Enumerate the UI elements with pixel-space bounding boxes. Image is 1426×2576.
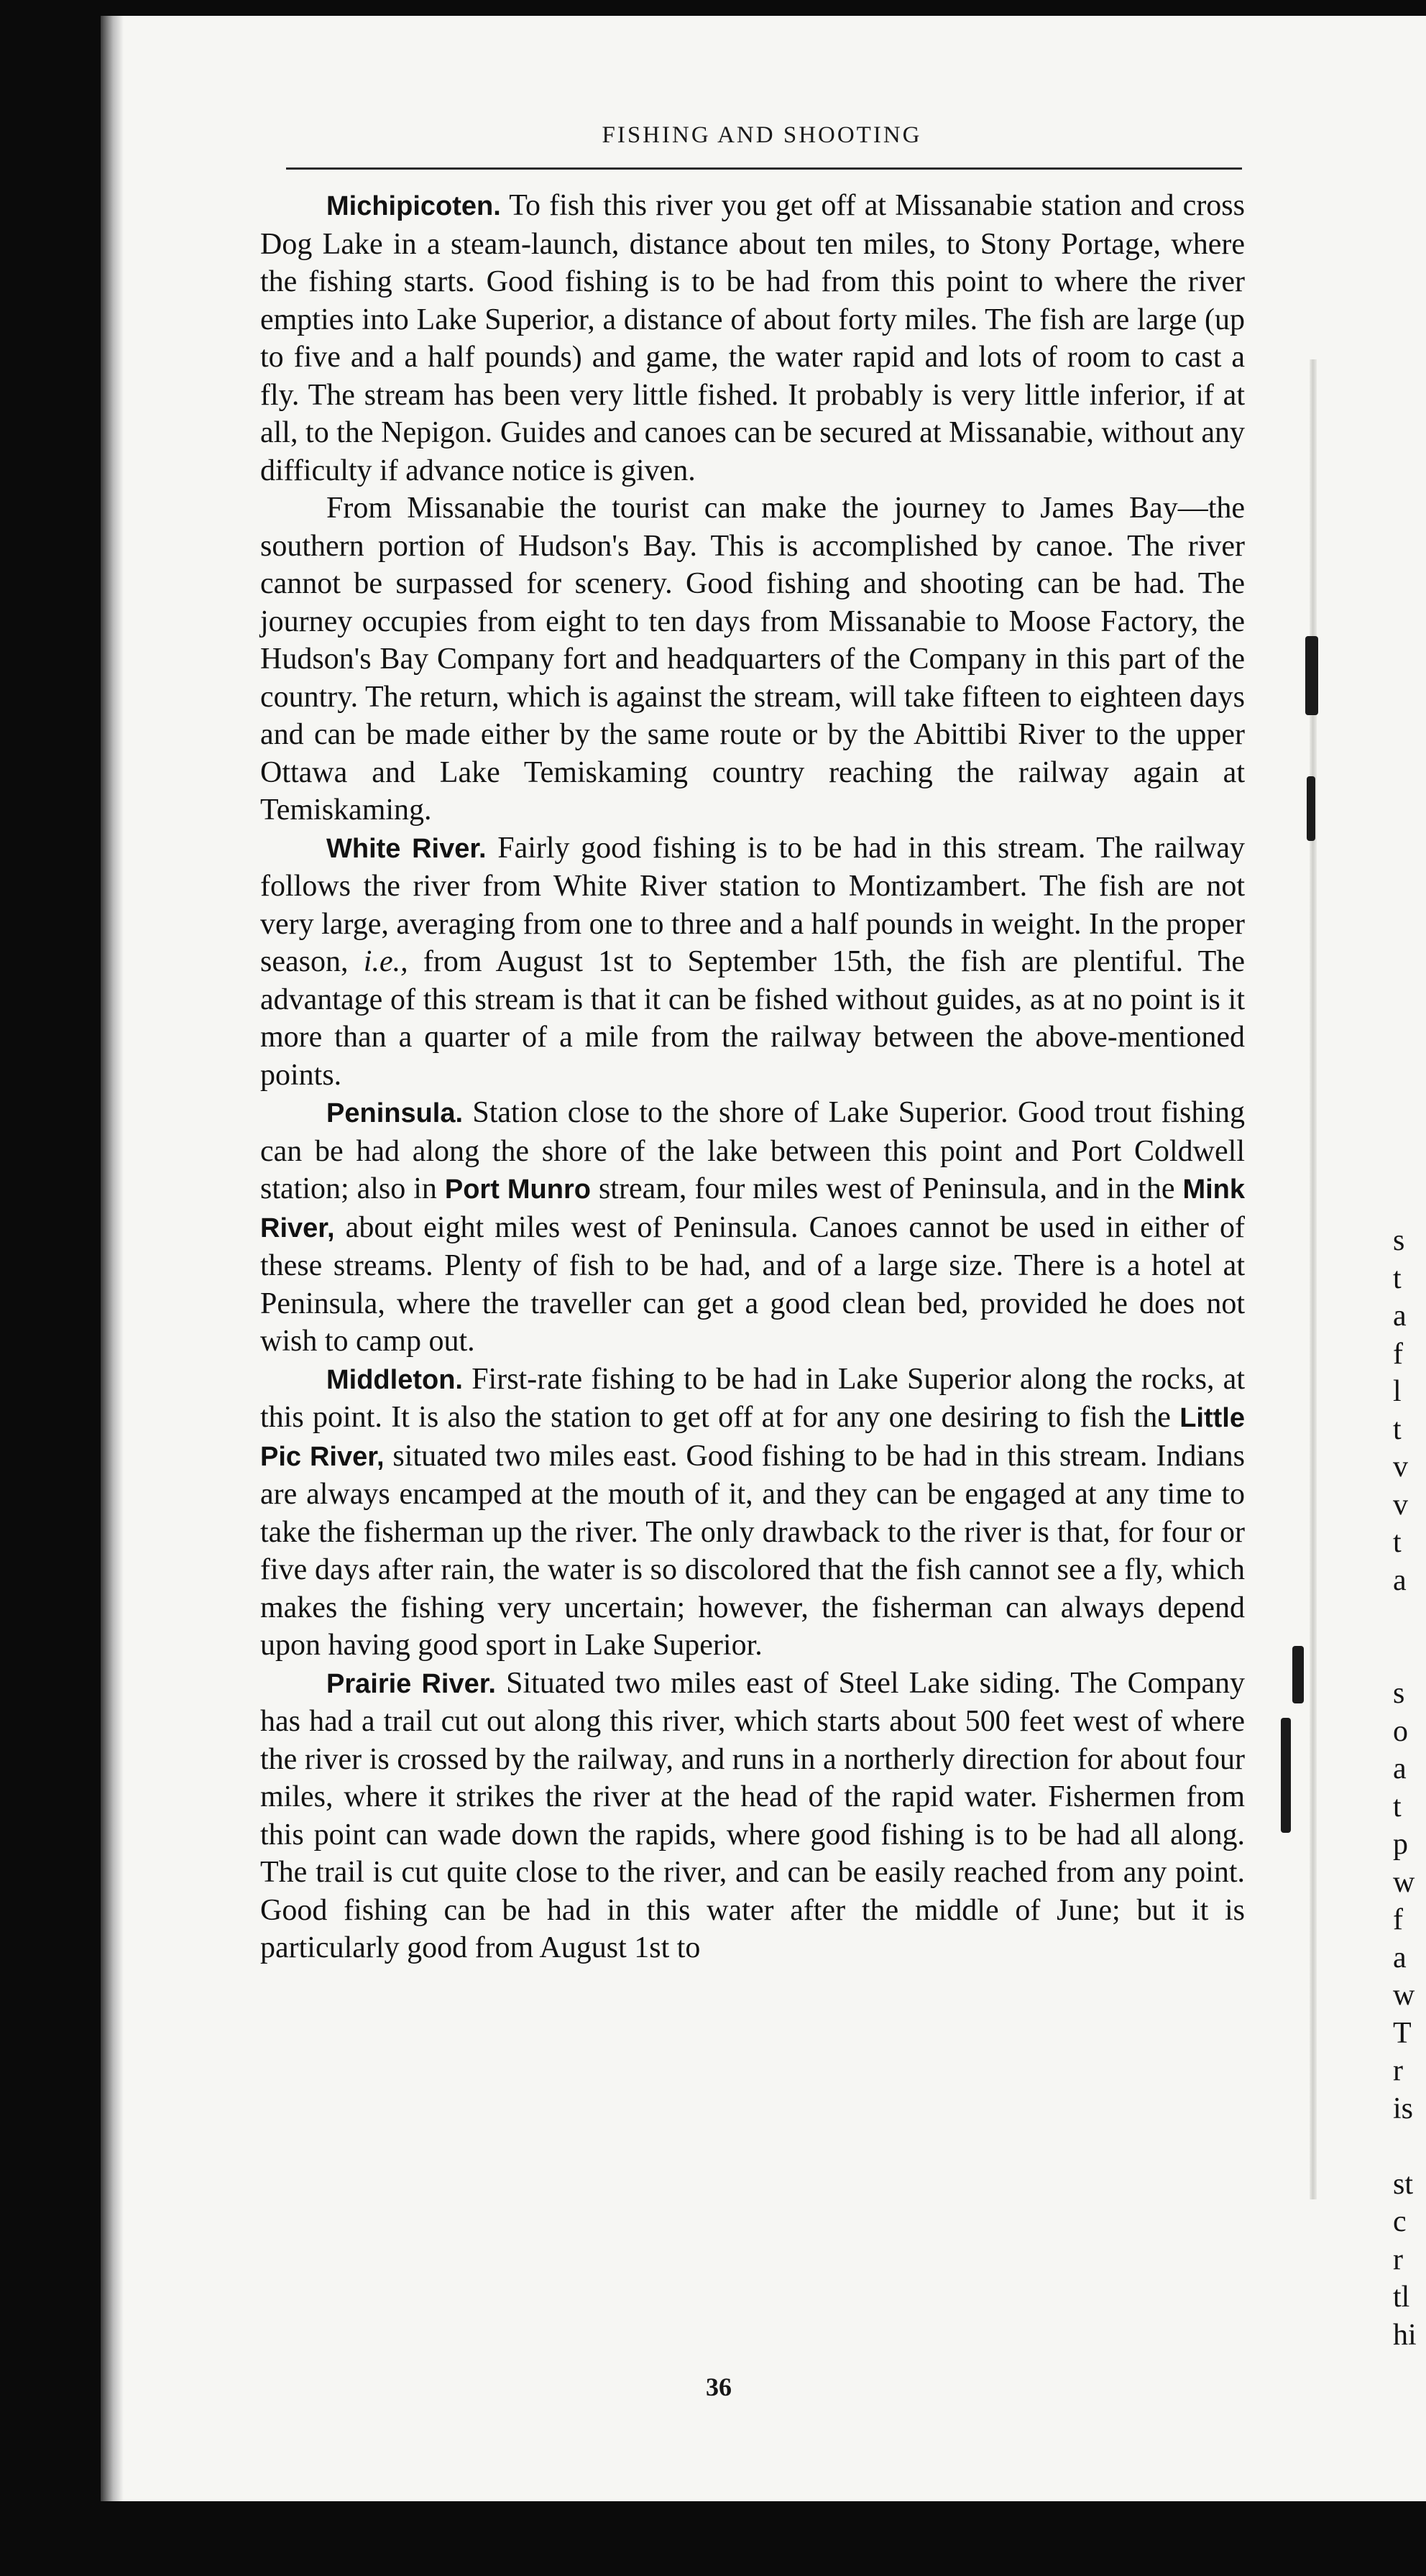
facing-page-letter: a xyxy=(1393,1941,1407,1974)
paragraph-heading: White River. xyxy=(326,833,487,864)
facing-page-letter: w xyxy=(1393,1979,1415,2012)
page-number: 36 xyxy=(706,2373,732,2401)
paragraph-peninsula xyxy=(260,1094,1245,1361)
paragraph-text: stream, four miles west of Peninsula, and in the xyxy=(590,1172,1183,1205)
binding-shadow xyxy=(101,16,124,2531)
facing-page-letter: f xyxy=(1393,1903,1403,1936)
facing-page-letter: tl xyxy=(1393,2281,1410,2314)
paragraph-text: First-rate fishing to be had in Lake Superior along the rocks, at this point. It is also the station to get off at for any one desiring to fish the xyxy=(260,1362,1245,1434)
facing-page-letter: a xyxy=(1393,1752,1407,1785)
paragraph-text: Station close to the shore of Lake Superior. Good trout fishing can be had along the shore of the lake between this point and Port Coldwell station; also in xyxy=(260,1096,1245,1205)
header-rule xyxy=(286,167,1242,170)
italic-text: i.e., xyxy=(363,945,408,978)
paragraph-heading: Prairie River. xyxy=(326,1668,496,1699)
binding-mark xyxy=(1281,1718,1291,1833)
bold-place-name: Port Munro xyxy=(444,1174,591,1205)
paragraph-missanabie xyxy=(260,489,1245,829)
paragraph-text: Situated two miles east of Steel Lake siding. The Company has had a trail cut out along this river, which starts about 500 feet west of where the river is crossed by the railway, and runs in a northerly direction for about four miles, where it strikes the river at the head of the rapid water. Fishermen from this point can wade down the rapids, where good fishing is to be had all along. The trail is cut quite close to the river, and can be easily reached from any point. Good fishing can be had in this water after the middle of June; but it is particularly good from August 1st to xyxy=(260,1666,1245,1964)
paragraph-text: from August 1st to September 15th, the fish are plentiful. The advantage of this stream is that it can be fished without guides, as at no point is it more than a quarter of a mile from the railway between the above-mentioned points. xyxy=(260,945,1245,1092)
facing-page-letter xyxy=(1393,1637,1426,1675)
binding-mark xyxy=(1305,636,1318,715)
facing-page-letter: o xyxy=(1393,1714,1408,1748)
facing-page-letter xyxy=(1393,2128,1426,2166)
paragraph-prairie-river xyxy=(260,1665,1245,1967)
facing-page-letter: v xyxy=(1393,1488,1408,1522)
facing-page-letter: f xyxy=(1393,1337,1403,1371)
paragraph-text: situated two miles east. Good fishing to be had in this stream. Indians are always encamped at the mouth of it, and they can be engaged at any time to take the fisherman up the river. The only drawback to the river is that, for four or five days after rain, the water is so discolored that the fish cannot see a fly, which makes the fishing very uncertain; however, the fisherman can always depend upon having good sport in Lake Superior. xyxy=(260,1439,1245,1662)
facing-page-letter: a xyxy=(1393,1300,1407,1333)
running-header: FISHING AND SHOOTING xyxy=(602,122,922,148)
facing-page-letter: w xyxy=(1393,1865,1415,1899)
facing-page-letter: s xyxy=(1393,1677,1405,1710)
facing-page-letter: p xyxy=(1393,1828,1408,1861)
paragraph-white-river xyxy=(260,829,1245,1095)
bold-place-name: Little Pic River, xyxy=(260,1403,1245,1472)
facing-page-letter: t xyxy=(1393,1790,1402,1823)
facing-page-letter: st xyxy=(1393,2167,1414,2201)
facing-page-letter: l xyxy=(1393,1375,1402,1408)
facing-page-fragment xyxy=(1393,1222,1426,2354)
paragraph-heading: Middleton. xyxy=(326,1364,463,1395)
facing-page-letter xyxy=(1393,1599,1426,1637)
facing-page-letter: v xyxy=(1393,1450,1408,1484)
paragraph-text: To fish this river you get off at Missanabie station and cross Dog Lake in a steam-launch, distance about ten miles, to Stony Portage, where the fishing starts. Good fishing is to be had from this point to where the river empties into Lake Superior, a distance of about forty miles. The fish are large (up to five and a half pounds) and game, the water rapid and lots of room to cast a fly. The stream has been very little fished. It probably is very little inferior, if at all, to the Nepigon. Guides and canoes can be secured at Missanabie, without any difficulty if advance notice is given. xyxy=(260,189,1245,487)
body-text xyxy=(260,187,1245,1967)
paragraph-middleton xyxy=(260,1361,1245,1665)
facing-page-letter: hi xyxy=(1393,2318,1417,2352)
facing-page-letter: t xyxy=(1393,1261,1402,1295)
facing-page-letter: t xyxy=(1393,1412,1402,1446)
facing-page-letter: a xyxy=(1393,1563,1407,1597)
facing-page-letter: s xyxy=(1393,1224,1405,1257)
facing-page-letter: T xyxy=(1393,2016,1412,2050)
facing-page-letter: c xyxy=(1393,2205,1407,2238)
gutter-fold xyxy=(1310,359,1317,2199)
paragraph-text: From Missanabie the tourist can make the journey to James Bay—the southern portion of Hudson's Bay. This is accomplished by canoe. The river cannot be surpassed for scenery. Good fishing and shooting can be had. The journey occupies from eight to ten days from Missanabie to Moose Factory, the Hudson's Bay Company fort and headquarters of the Company in this part of the country. The return, which is against the stream, will take fifteen to eighteen days and can be made either by the same route or by the Abittibi River to the upper Ottawa and Lake Temiskaming country reaching the railway again at Temiskaming. xyxy=(260,492,1245,827)
binding-mark xyxy=(1292,1646,1304,1703)
scan-edge xyxy=(0,2501,1426,2576)
facing-page-letter: r xyxy=(1393,2054,1403,2087)
paragraph-heading: Michipicoten. xyxy=(326,191,501,221)
paragraph-heading: Peninsula. xyxy=(326,1098,464,1128)
paragraph-text: about eight miles west of Peninsula. Canoes cannot be used in either of these streams. Plenty of fish to be had, and of a large size. There is a hotel at Peninsula, where the traveller can get a good clean bed, provided he does not wish to camp out. xyxy=(260,1210,1245,1358)
bold-place-name: Mink River, xyxy=(260,1174,1245,1243)
binding-mark xyxy=(1307,776,1315,841)
paragraph-text: Fairly good fishing is to be had in this stream. The railway follows the river from White River station to Montizambert. The fish are not very large, averaging from one to three and a half pounds in weight. In the proper season, xyxy=(260,831,1246,978)
facing-page-letter: r xyxy=(1393,2242,1403,2276)
facing-page-letter: t xyxy=(1393,1526,1402,1559)
paragraph-michipicoten xyxy=(260,187,1245,489)
facing-page-letter: is xyxy=(1393,2092,1414,2125)
